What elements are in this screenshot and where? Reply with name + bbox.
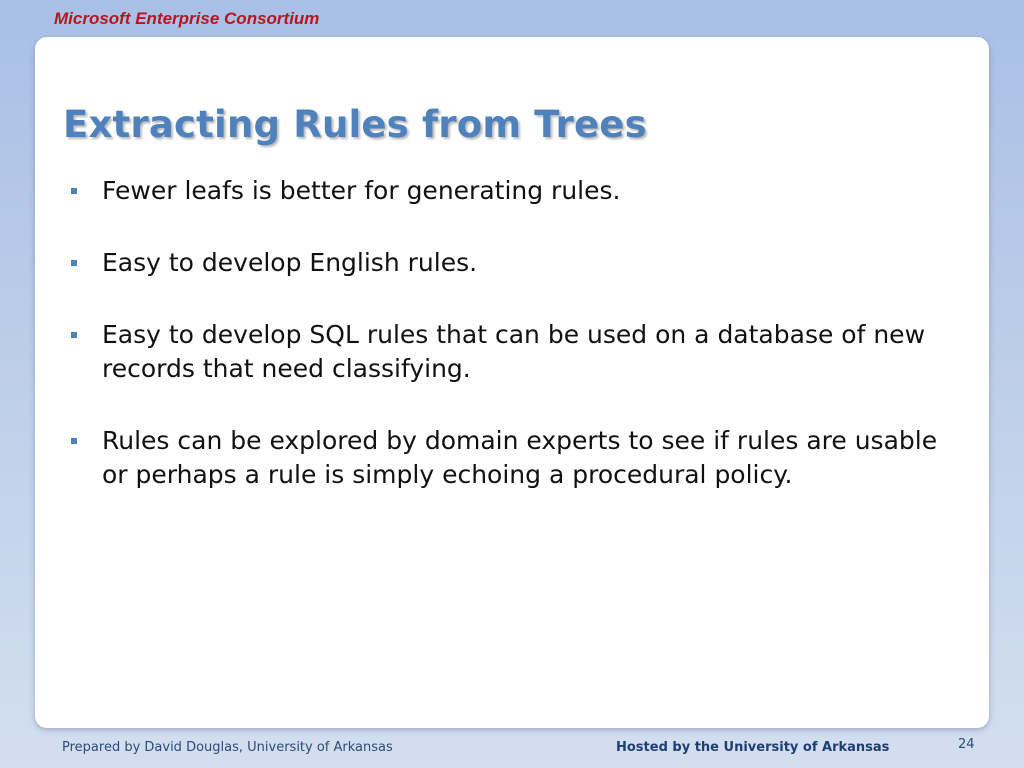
bullet-item — [70, 174, 955, 208]
square-bullet-icon — [71, 260, 77, 266]
footer-hosted-by: Hosted by the University of Arkansas — [616, 740, 890, 755]
bullet-item — [70, 424, 955, 492]
square-bullet-icon — [71, 188, 77, 194]
slide-title: Extracting Rules from Trees — [63, 103, 647, 146]
square-bullet-icon — [71, 438, 77, 444]
bullet-text: Easy to develop English rules. — [102, 248, 478, 277]
page-number: 24 — [958, 737, 975, 752]
bullet-item — [70, 318, 955, 386]
footer-prepared-by: Prepared by David Douglas, University of Arkansas — [62, 740, 393, 755]
content-panel — [35, 37, 989, 728]
bullet-text: Fewer leafs is better for generating rules. — [102, 176, 621, 205]
bullet-text: Rules can be explored by domain experts to see if rules are usable or perhaps a rule is simply echoing a procedural policy. — [102, 426, 938, 489]
brand-text: Microsoft Enterprise Consortium — [54, 9, 320, 28]
bullet-text: Easy to develop SQL rules that can be used on a database of new records that need classifying. — [102, 320, 926, 383]
square-bullet-icon — [71, 332, 77, 338]
bullet-item — [70, 246, 955, 280]
bullet-list — [70, 174, 955, 530]
